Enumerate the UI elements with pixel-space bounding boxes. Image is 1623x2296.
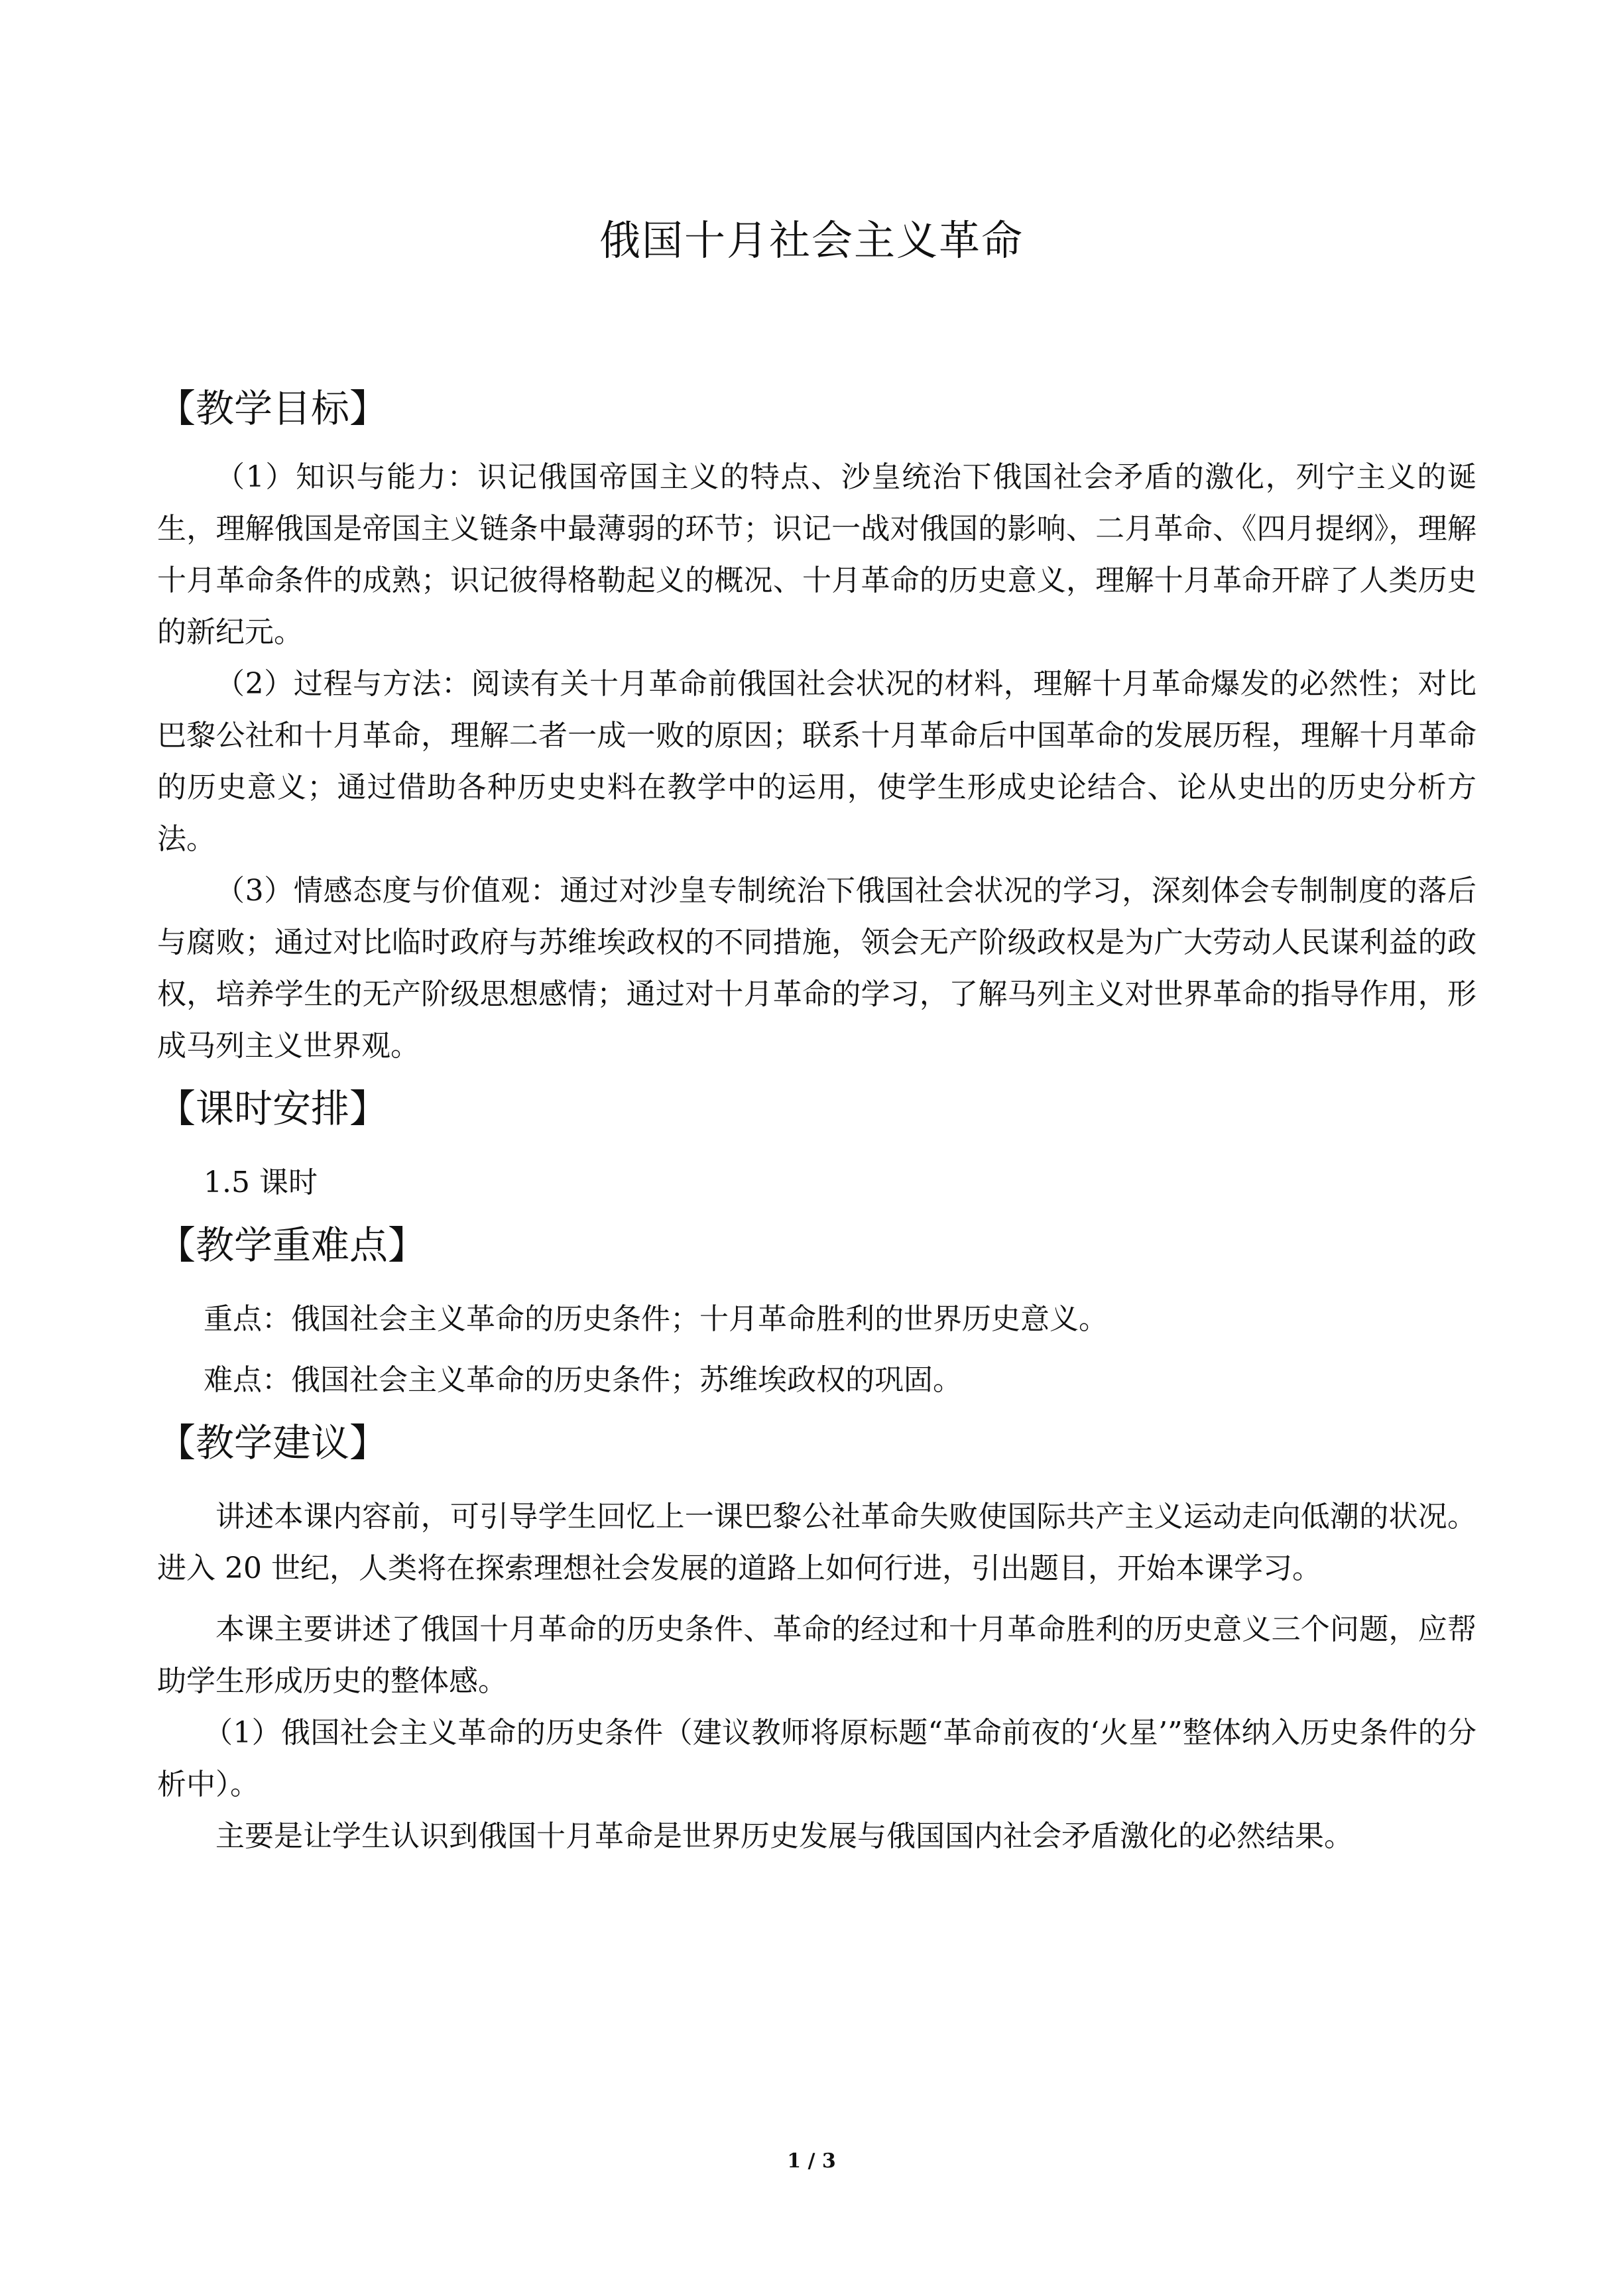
suggestion-condition-paragraph: （1）俄国社会主义革命的历史条件（建议教师将原标题“革命前夜的‘火星’”整体纳入历史条件的分析中）。	[157, 1716, 1476, 1801]
suggestion-intro-paragraph: 讲述本课内容前，可引导学生回忆上一课巴黎公社革命失败使国际共产主义运动走向低潮的状况。进入 20 世纪，人类将在探索理想社会发展的道路上如何行进，引出题目，开始本课学习。	[157, 1500, 1476, 1585]
heading-teaching-objectives: 【教学目标】	[157, 386, 389, 431]
heading-class-schedule: 【课时安排】	[157, 1086, 389, 1131]
document-body	[157, 381, 1476, 1862]
page-number: 1 / 3	[787, 2149, 836, 2173]
suggestion-overview-paragraph: 本课主要讲述了俄国十月革命的历史条件、革命的经过和十月革命胜利的历史意义三个问题，应帮助学生形成历史的整体感。	[157, 1612, 1476, 1698]
difficult-point-text: 难点：俄国社会主义革命的历史条件；苏维埃政权的巩固。	[204, 1363, 962, 1397]
heading-teaching-suggestions: 【教学建议】	[157, 1420, 389, 1465]
objective-process-paragraph: （2）过程与方法：阅读有关十月革命前俄国社会状况的材料，理解十月革命爆发的必然性；对比巴黎公社和十月革命，理解二者一成一败的原因；联系十月革命后中国革命的发展历程，理解十月革命的历史意义；通过借助各种历史史料在教学中的运用，使学生形成史论结合、论从史出的历史分析方法。	[157, 667, 1476, 856]
key-point-text: 重点：俄国社会主义革命的历史条件；十月革命胜利的世界历史意义。	[204, 1302, 1108, 1336]
page-title: 俄国十月社会主义革命	[599, 216, 1024, 265]
class-hours-text: 1.5 课时	[204, 1166, 318, 1199]
suggestion-result-paragraph: 主要是让学生认识到俄国十月革命是世界历史发展与俄国国内社会矛盾激化的必然结果。	[215, 1819, 1353, 1853]
objective-emotion-paragraph: （3）情感态度与价值观：通过对沙皇专制统治下俄国社会状况的学习，深刻体会专制制度的落后与腐败；通过对比临时政府与苏维埃政权的不同措施，领会无产阶级政权是为广大劳动人民谋利益的政权，培养学生的无产阶级思想感情；通过对十月革命的学习，了解马列主义对世界革命的指导作用，形成马列主义世界观。	[157, 874, 1476, 1063]
objective-knowledge-paragraph: （1）知识与能力：识记俄国帝国主义的特点、沙皇统治下俄国社会矛盾的激化，列宁主义的诞生，理解俄国是帝国主义链条中最薄弱的环节；识记一战对俄国的影响、二月革命、《四月提纲》，理解十月革命条件的成熟；识记彼得格勒起义的概况、十月革命的历史意义，理解十月革命开辟了人类历史的新纪元。	[157, 460, 1476, 649]
heading-key-difficult-points: 【教学重难点】	[157, 1223, 427, 1268]
